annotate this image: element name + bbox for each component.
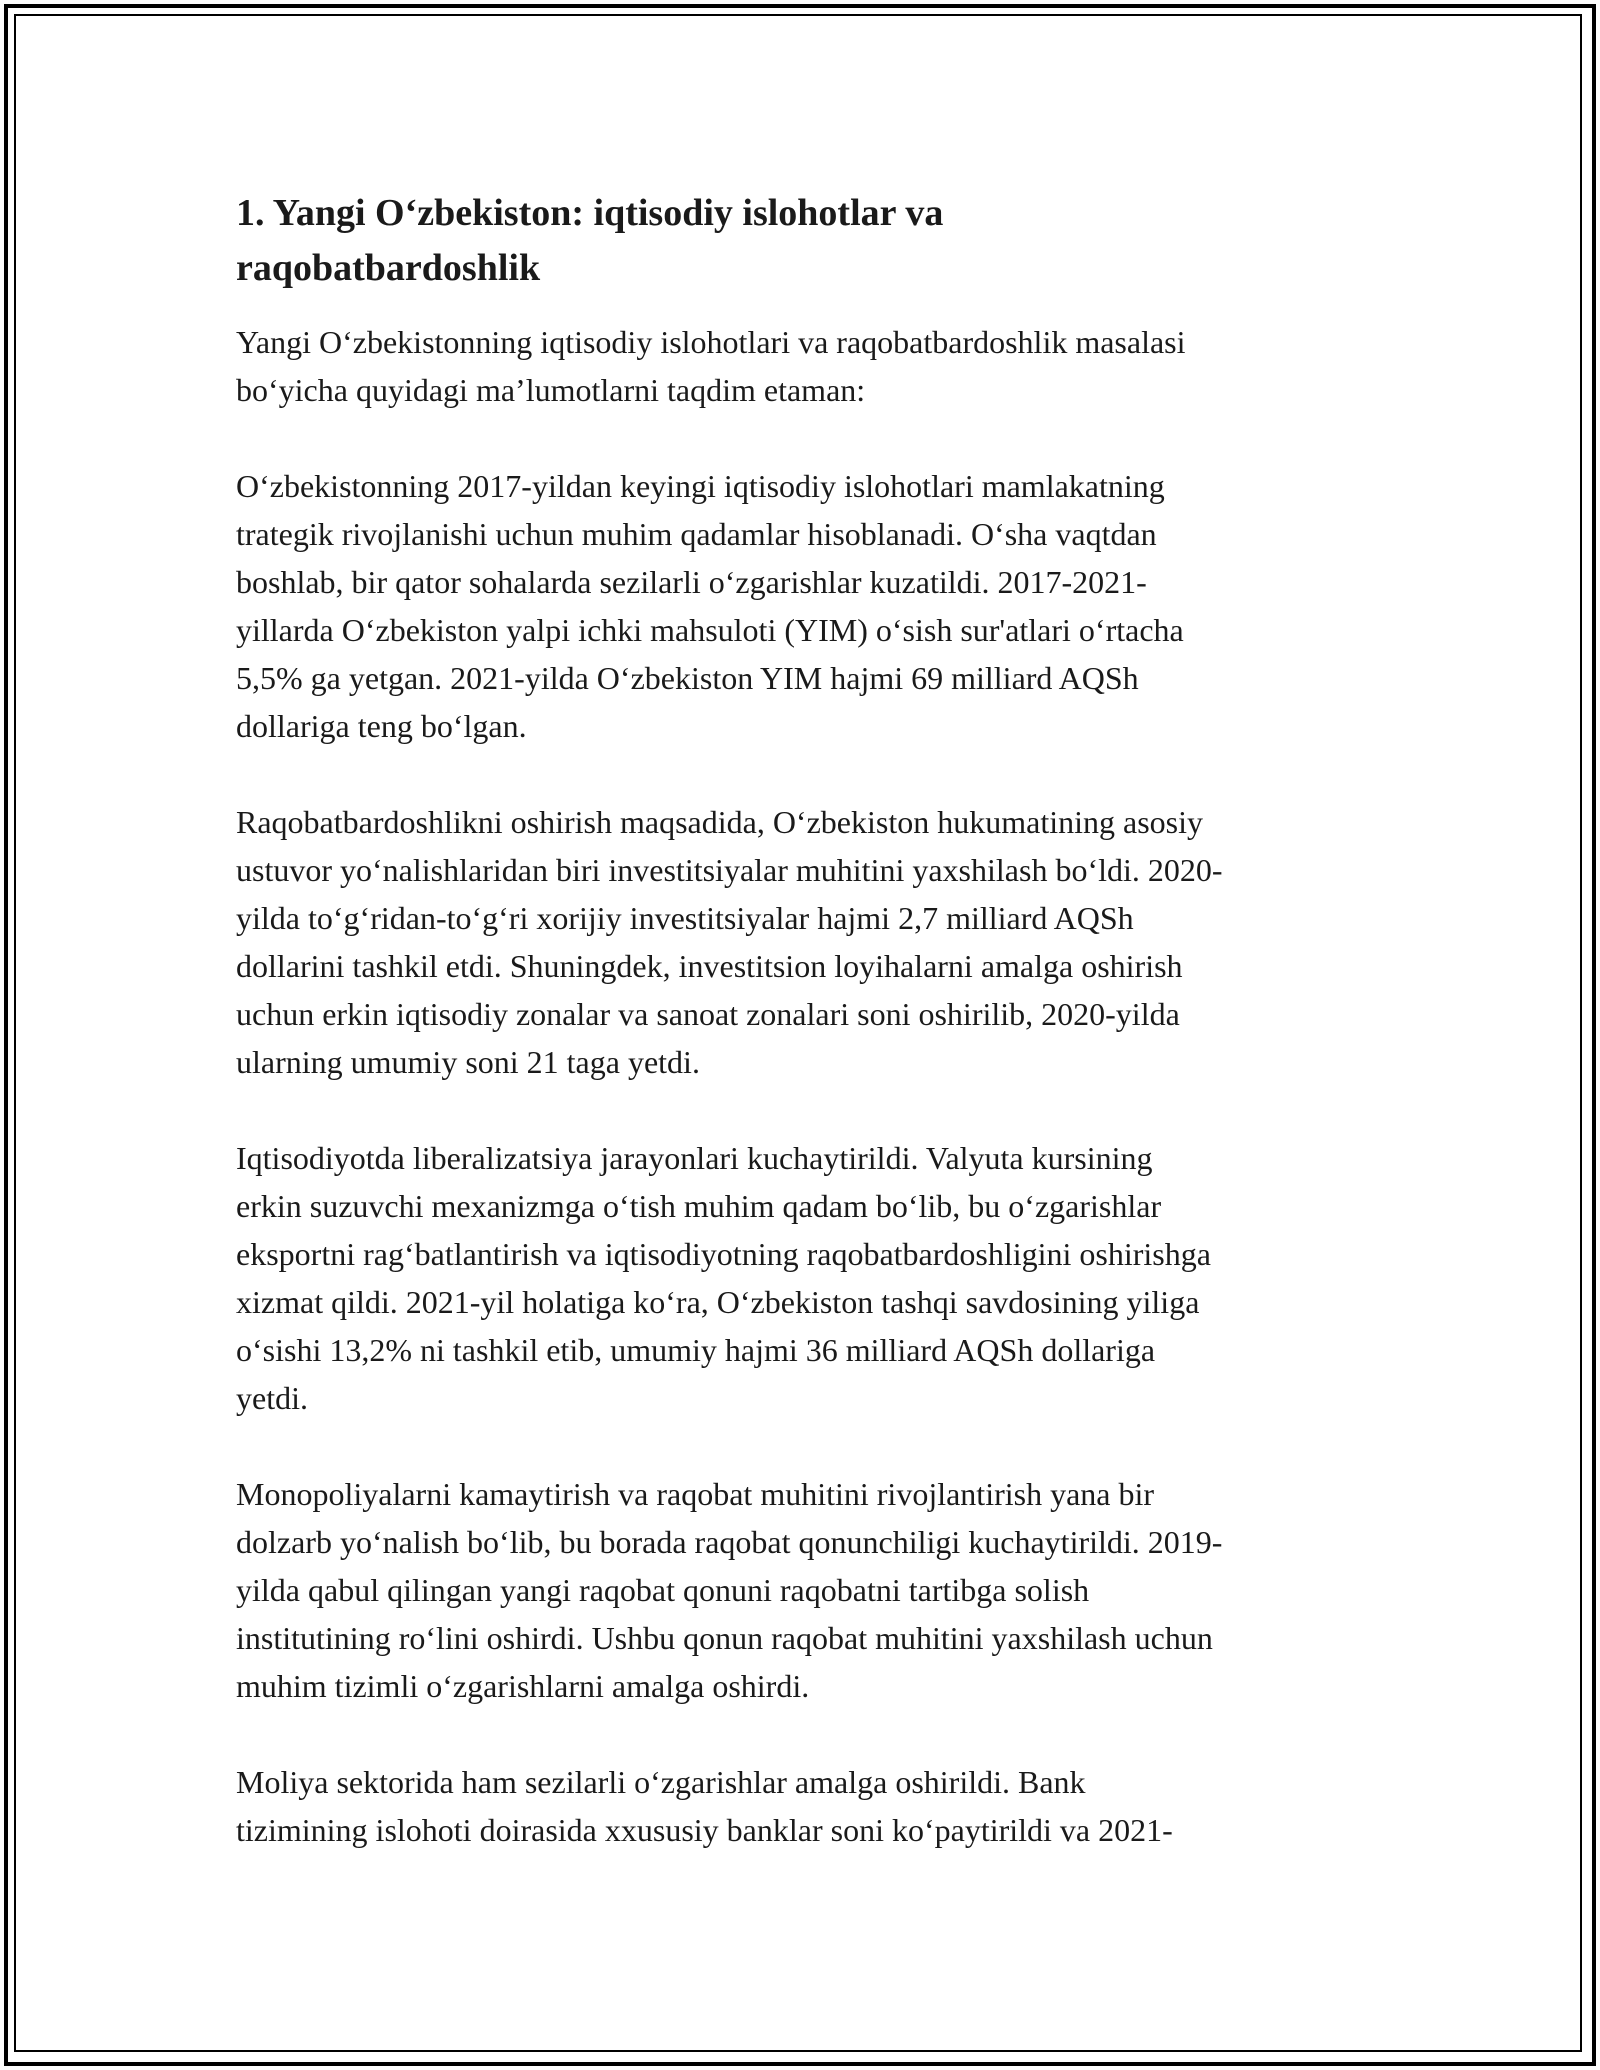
investment-paragraph: Raqobatbardoshlikni oshirish maqsadida, O‘zbekiston hukumatining asosiy ustuvor yo‘nalishlaridan biri investitsiyalar muhitini yaxshilash bo‘ldi. 2020- yilda to‘g‘ridan-to‘g‘ri xorijiy investitsiyalar hajmi 2,7 milliard AQSh dollarini tashkil etdi. Shuningdek, investitsion loyihalarni amalga oshirish uchun erkin iqtisodiy zonalar va sanoat zonalari soni oshirilib, 2020-yilda ularning umumiy soni 21 taga yetdi. bbox=[236, 804, 1223, 1080]
document-page bbox=[236, 186, 1376, 1902]
intro-paragraph: Yangi O‘zbekistonning iqtisodiy islohotlari va raqobatbardoshlik masalasi bo‘yicha quyidagi ma’lumotlarni taqdim etaman: bbox=[236, 324, 1186, 408]
reforms-paragraph: O‘zbekistonning 2017-yildan keyingi iqtisodiy islohotlari mamlakatning trategik rivojlanishi uchun muhim qadamlar hisoblanadi. O‘sha vaqtdan boshlab, bir qator sohalarda sezilarli o‘zgarishlar kuzatildi. 2017-2021- yillarda O‘zbekiston yalpi ichki mahsuloti (YIM) o‘sish sur'atlari o‘rtacha 5,5% ga yetgan. 2021-yilda O‘zbekiston YIM hajmi 69 milliard AQSh dollariga teng bo‘lgan. bbox=[236, 468, 1184, 744]
liberalization-paragraph: Iqtisodiyotda liberalizatsiya jarayonlari kuchaytirildi. Valyuta kursining erkin suzuvchi mexanizmga o‘tish muhim qadam bo‘lib, bu o‘zgarishlar eksportni rag‘batlantirish va iqtisodiyotning raqobatbardoshligini oshirishga xizmat qildi. 2021-yil holatiga ko‘ra, O‘zbekiston tashqi savdosining yiliga o‘sishi 13,2% ni tashkil etib, umumiy hajmi 36 milliard AQSh dollariga yetdi. bbox=[236, 1140, 1211, 1416]
finance-paragraph: Moliya sektorida ham sezilarli o‘zgarishlar amalga oshirildi. Bank tizimining islohoti doirasida xxususiy banklar soni ko‘paytirildi va 2021- bbox=[236, 1764, 1173, 1848]
section-title: 1. Yangi O‘zbekiston: iqtisodiy islohotlar va raqobatbardoshlik bbox=[236, 192, 944, 289]
competition-paragraph: Monopoliyalarni kamaytirish va raqobat muhitini rivojlantirish yana bir dolzarb yo‘nalish bo‘lib, bu borada raqobat qonunchiligi kuchaytirildi. 2019- yilda qabul qilingan yangi raqobat qonuni raqobatni tartibga solish institutining ro‘lini oshirdi. Ushbu qonun raqobat muhitini yaxshilash uchun muhim tizimli o‘zgarishlarni amalga oshirdi. bbox=[236, 1476, 1223, 1704]
